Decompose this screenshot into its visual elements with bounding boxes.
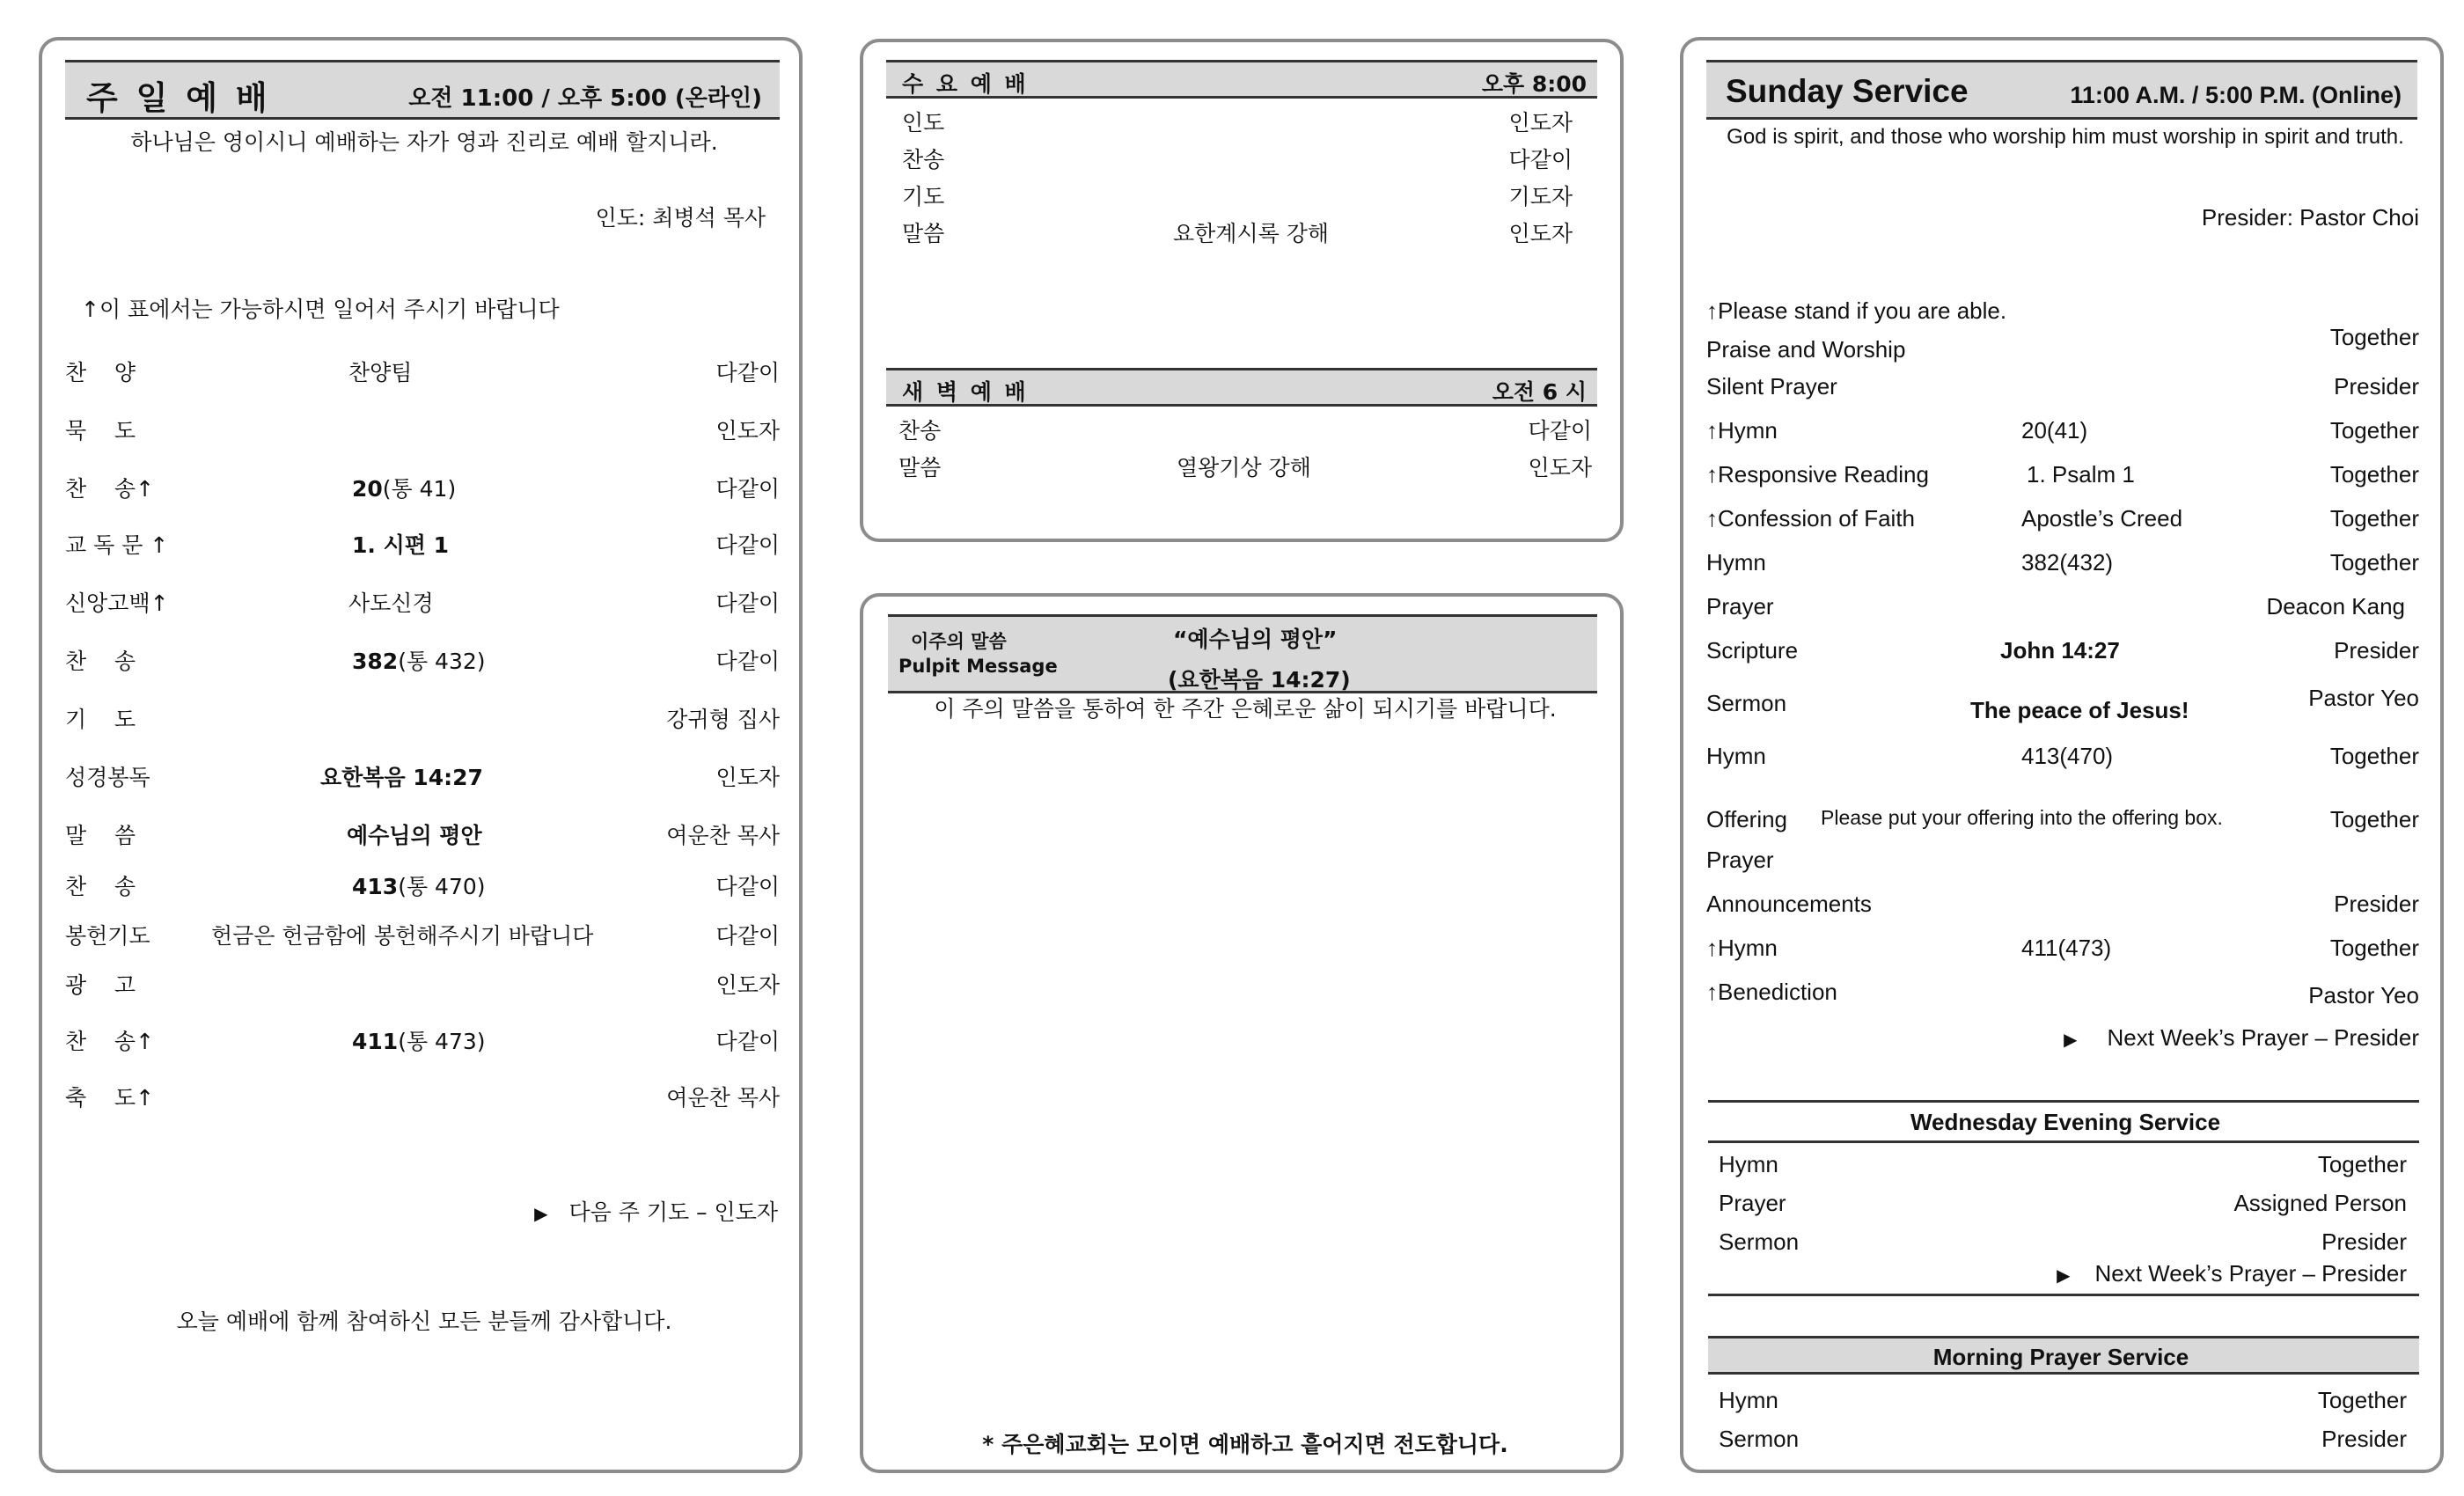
play-icon: ▶ xyxy=(534,1203,548,1224)
order-detail-rest: (통 473) xyxy=(398,1029,486,1054)
order-label: 교 독 문 ↑ xyxy=(65,532,169,558)
order-detail: 사도신경 xyxy=(348,590,434,616)
english-order-detail: 382(432) xyxy=(2021,549,2114,576)
english-morning-leader: Together xyxy=(2317,1387,2407,1413)
order-leader: 여운찬 목사 xyxy=(666,1085,780,1111)
dawn-leader: 다같이 xyxy=(1528,418,1592,444)
next-prayer xyxy=(534,1195,778,1227)
english-morning-label: Hymn xyxy=(1719,1387,1778,1413)
english-order-detail: Apostle’s Creed xyxy=(2021,505,2183,532)
order-label: 말 씀 xyxy=(65,823,136,848)
wednesday-time: 오후 8:00 xyxy=(1481,71,1587,97)
dawn-title: 새 벽 예 배 xyxy=(902,379,1029,405)
english-order-label: Prayer xyxy=(1706,593,1774,620)
dawn-leader: 인도자 xyxy=(1528,455,1592,480)
english-order-label: ↑Hymn xyxy=(1706,935,1778,961)
english-order-label: ↑Hymn xyxy=(1706,417,1778,444)
dawn-label: 찬송 xyxy=(898,418,942,444)
english-stand-note: ↑Please stand if you are able. xyxy=(1706,297,2007,324)
wednesday-label: 기도 xyxy=(902,184,945,209)
english-order-leader: Pastor Yeo xyxy=(2308,685,2419,711)
english-wed-label: Sermon xyxy=(1719,1228,1800,1255)
wednesday-label: 인도 xyxy=(902,110,945,136)
order-leader: 다같이 xyxy=(715,1029,780,1054)
order-label: 찬 송 xyxy=(65,874,136,899)
wednesday-header xyxy=(886,60,1597,99)
thanks-message: 오늘 예배에 함께 참여하신 모든 분들께 감사합니다. xyxy=(176,1309,672,1334)
english-morning-label: Sermon xyxy=(1719,1426,1800,1452)
stand-note: ↑이 표에서는 가능하시면 일어서 주시기 바랍니다 xyxy=(81,297,560,322)
play-icon: ▶ xyxy=(2064,1030,2078,1050)
english-order-detail: 20(41) xyxy=(2021,417,2088,444)
english-order-detail: 1. Psalm 1 xyxy=(2027,461,2135,488)
english-order-leader: Together xyxy=(2329,549,2419,576)
english-order-leader: Together xyxy=(2329,743,2419,769)
korean-sunday-header xyxy=(65,60,780,120)
message-label-en: Pulpit Message xyxy=(898,656,1058,677)
order-label: 묵 도 xyxy=(65,418,136,444)
next-prayer-text: 다음 주 기도 – 인도자 xyxy=(568,1199,778,1225)
korean-sunday-panel xyxy=(39,37,803,1473)
wednesday-leader: 인도자 xyxy=(1508,221,1573,246)
wednesday-leader: 인도자 xyxy=(1508,110,1573,136)
order-leader: 인도자 xyxy=(715,765,780,790)
english-verse: God is spirit, and those who worship him must worship in spirit and truth. xyxy=(1727,125,2404,149)
morning-header xyxy=(1708,1336,2419,1375)
dawn-detail: 열왕기상 강해 xyxy=(1177,455,1311,480)
church-motto: * 주은혜교회는 모이면 예배하고 흩어지면 전도합니다. xyxy=(982,1432,1508,1457)
english-order-label: Scripture xyxy=(1706,637,1799,664)
order-detail xyxy=(352,644,486,676)
order-detail xyxy=(320,760,483,792)
wednesday-leader: 기도자 xyxy=(1508,184,1573,209)
message-title: “예수님의 평안” xyxy=(1173,627,1338,652)
order-label: 찬 송↑ xyxy=(65,1029,155,1054)
english-order-detail: John 14:27 xyxy=(2000,637,2120,664)
english-order-label: ↑Confession of Faith xyxy=(1706,505,1916,532)
order-leader: 다같이 xyxy=(715,476,780,502)
wednesday-leader: 다같이 xyxy=(1508,147,1573,172)
english-order-leader: Deacon Kang xyxy=(2266,593,2405,620)
order-leader: 다같이 xyxy=(715,649,780,674)
order-leader: 강귀형 집사 xyxy=(666,707,780,732)
play-icon: ▶ xyxy=(2057,1266,2071,1286)
order-detail-bold: 413 xyxy=(352,874,399,899)
english-order-leader: Together xyxy=(2329,806,2419,832)
english-time: 11:00 A.M. / 5:00 P.M. (Online) xyxy=(2070,82,2402,108)
order-leader: 인도자 xyxy=(715,418,780,444)
message-reference: (요한복음 14:27) xyxy=(1168,667,1351,693)
english-order-leader: Presider xyxy=(2334,637,2419,664)
divider xyxy=(1708,1140,2419,1143)
order-detail-bold: 1. 시편 1 xyxy=(352,532,449,558)
english-order-detail: 411(473) xyxy=(2021,935,2112,961)
english-wed-leader: Together xyxy=(2317,1151,2407,1177)
order-leader: 다같이 xyxy=(715,874,780,899)
english-order-leader: Pastor Yeo xyxy=(2308,982,2419,1008)
verse: 하나님은 영이시니 예배하는 자가 영과 진리로 예배 할지니라. xyxy=(130,129,718,155)
english-order-leader: Together xyxy=(2329,417,2419,444)
order-detail xyxy=(347,818,482,850)
order-leader: 다같이 xyxy=(715,923,780,949)
english-wed-label: Prayer xyxy=(1719,1190,1786,1216)
korean-weekday-panel xyxy=(860,39,1624,542)
order-detail-rest: (통 470) xyxy=(398,874,486,899)
english-wednesday-title: Wednesday Evening Service xyxy=(1910,1109,2221,1135)
service-time: 오전 11:00 / 오후 5:00 (온라인) xyxy=(408,85,762,112)
order-leader: 인도자 xyxy=(715,972,780,998)
english-wed-label: Hymn xyxy=(1719,1151,1778,1177)
english-order-leader: Together xyxy=(2329,324,2419,350)
english-order-label: Praise and Worship xyxy=(1706,336,1906,363)
order-label: 찬 송↑ xyxy=(65,476,155,502)
order-detail-bold: 382 xyxy=(352,649,399,674)
english-order-label: Hymn xyxy=(1706,743,1766,769)
english-sunday-header xyxy=(1706,60,2417,120)
order-detail-bold: 요한복음 14:27 xyxy=(320,765,483,790)
order-detail-rest: (통 41) xyxy=(382,476,457,502)
message-blessing: 이 주의 말씀을 통하여 한 주간 은혜로운 삶이 되시기를 바랍니다. xyxy=(934,696,1557,722)
divider xyxy=(1708,1294,2419,1296)
order-leader: 다같이 xyxy=(715,360,780,385)
english-order-leader: Presider xyxy=(2334,891,2419,917)
order-label: 찬 양 xyxy=(65,360,136,385)
order-detail xyxy=(352,528,449,560)
dawn-header xyxy=(886,368,1597,407)
english-wed-leader: Assigned Person xyxy=(2233,1190,2407,1216)
order-label: 찬 송 xyxy=(65,649,136,674)
english-order-label: Prayer xyxy=(1706,847,1774,873)
order-detail-rest: (통 432) xyxy=(398,649,486,674)
english-order-leader: Presider xyxy=(2334,373,2419,400)
english-next-prayer-text: Next Week’s Prayer – Presider xyxy=(2107,1024,2419,1051)
english-order-label: Hymn xyxy=(1706,549,1766,576)
english-morning-title: Morning Prayer Service xyxy=(1932,1344,2189,1370)
order-label: 광 고 xyxy=(65,972,136,998)
wednesday-title: 수 요 예 배 xyxy=(902,71,1029,97)
english-title: Sunday Service xyxy=(1726,73,1969,109)
order-leader: 여운찬 목사 xyxy=(666,823,780,848)
message-header xyxy=(888,614,1597,693)
english-wed-next-prayer xyxy=(2057,1260,2407,1287)
order-detail xyxy=(352,1024,486,1056)
english-wed-leader: Presider xyxy=(2321,1228,2407,1255)
order-leader: 다같이 xyxy=(715,590,780,616)
order-label: 봉헌기도 xyxy=(65,923,150,949)
english-wed-next-prayer-text: Next Week’s Prayer – Presider xyxy=(2094,1260,2407,1287)
english-order-label: ↑Benediction xyxy=(1706,979,1837,1005)
english-order-detail: 413(470) xyxy=(2021,743,2114,769)
order-detail xyxy=(352,869,486,901)
presider: 인도: 최병석 목사 xyxy=(595,205,766,231)
order-detail: 찬양팀 xyxy=(348,360,413,385)
wednesday-detail: 요한계시록 강해 xyxy=(1173,221,1329,246)
english-order-label: Silent Prayer xyxy=(1706,373,1837,400)
message-label-kr: 이주의 말씀 xyxy=(911,631,1007,652)
order-label: 신앙고백↑ xyxy=(65,590,169,616)
english-morning-leader: Presider xyxy=(2321,1426,2407,1452)
english-order-leader: Together xyxy=(2329,935,2419,961)
order-label: 축 도↑ xyxy=(65,1085,155,1111)
order-detail-bold: 예수님의 평안 xyxy=(347,823,482,848)
english-order-leader: Together xyxy=(2329,505,2419,532)
dawn-time: 오전 6 시 xyxy=(1492,379,1587,405)
english-panel xyxy=(1680,37,2444,1473)
english-presider: Presider: Pastor Choi xyxy=(2201,204,2419,231)
order-detail: 헌금은 헌금함에 봉헌해주시기 바랍니다 xyxy=(211,923,594,949)
english-order-label: Sermon xyxy=(1706,690,1787,716)
order-detail-bold: 20 xyxy=(352,476,383,502)
english-order-detail: Please put your offering into the offering box. xyxy=(1821,806,2223,829)
order-detail xyxy=(352,472,456,503)
english-order-label: Offering xyxy=(1706,806,1788,832)
order-leader: 다같이 xyxy=(715,532,780,558)
wednesday-label: 말씀 xyxy=(902,221,945,246)
english-order-detail: The peace of Jesus! xyxy=(1970,697,2189,723)
english-order-label: Announcements xyxy=(1706,891,1872,917)
divider xyxy=(1708,1100,2419,1103)
page-title: 주 일 예 배 xyxy=(86,79,271,117)
wednesday-label: 찬송 xyxy=(902,147,945,172)
english-next-prayer xyxy=(2064,1024,2419,1052)
english-order-leader: Together xyxy=(2329,461,2419,488)
english-order-label: ↑Responsive Reading xyxy=(1706,461,1929,488)
dawn-label: 말씀 xyxy=(898,455,942,480)
order-detail-bold: 411 xyxy=(352,1029,399,1054)
order-label: 기 도 xyxy=(65,707,136,732)
message-panel xyxy=(860,593,1624,1473)
order-label: 성경봉독 xyxy=(65,765,150,790)
